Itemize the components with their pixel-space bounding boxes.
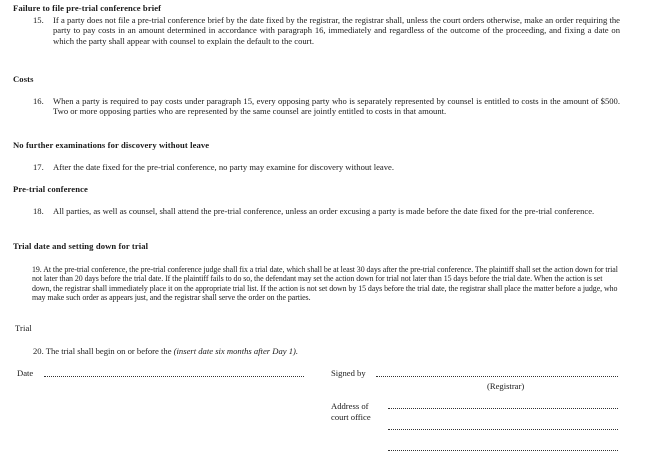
paragraph-number: 18. <box>33 206 44 216</box>
paragraph-text: The trial shall begin on or before the <box>45 346 172 356</box>
paragraph-18 <box>33 206 620 216</box>
paragraph-text: At the pre-trial conference, the pre-trial conference judge shall fix a trial date, which shall be at least 30 days after the pre-trial conference. The plaintiff shall set the action down for trial not later than 20 days before the trial date. If the plaintiff fails to do so, the defendant may set the action down for trial not later than 15 days before the trial date. When the action is set down, the registrar shall immediately place it on the appropriate trial list. If the action is not set down by 15 days before the trial date, the registrar shall place the matter before a judge, who may make such order as appears just, and the registrar shall serve the order on the parties. <box>32 265 618 303</box>
paragraph-19 <box>32 265 620 303</box>
paragraph-number: 17. <box>33 162 44 172</box>
address-label-line-2: court office <box>331 412 371 422</box>
paragraph-17 <box>33 162 620 172</box>
address-line-2 <box>388 429 618 430</box>
paragraph-text: If a party does not file a pre-trial conference brief by the date fixed by the registrar, the registrar shall, unless the court orders otherwise, make an order requiring the party to pay costs in an amount determined in accordance with paragraph 16, immediately and regardless of the outcome of the proceeding, and fixing a date on which the party shall appear with counsel to explain the default to the court. <box>53 15 620 46</box>
paragraph-number: 15. <box>33 15 44 25</box>
address-line-3 <box>388 450 618 451</box>
address-line-1 <box>388 408 618 409</box>
heading-failure-to-file-brief: Failure to file pre-trial conference brief <box>13 3 162 13</box>
paragraph-number: 20. <box>33 346 44 356</box>
heading-costs: Costs <box>13 74 34 84</box>
registrar-label: (Registrar) <box>487 381 525 391</box>
signed-by-label: Signed by <box>331 368 366 378</box>
heading-no-further-examinations: No further examinations for discovery without leave <box>13 140 210 150</box>
heading-trial: Trial <box>15 323 32 333</box>
date-label: Date <box>17 368 34 378</box>
paragraph-text: When a party is required to pay costs under paragraph 15, every opposing party who is separately represented by counsel is entitled to costs in the amount of $500. Two or more opposing parties who are represented by the same counsel are jointly entitled to costs in that amount. <box>53 96 620 117</box>
paragraph-20 <box>33 346 298 356</box>
paragraph-number: 16. <box>33 96 44 106</box>
heading-pre-trial-conference: Pre-trial conference <box>13 184 88 194</box>
paragraph-16 <box>33 96 620 117</box>
paragraph-15 <box>33 15 620 46</box>
signature-line <box>376 376 618 377</box>
paragraph-number: 19. <box>32 265 42 274</box>
paragraph-text: All parties, as well as counsel, shall attend the pre-trial conference, unless an order excusing a party is made before the date fixed for the pre-trial conference. <box>53 206 595 216</box>
heading-trial-date: Trial date and setting down for trial <box>13 241 149 251</box>
address-label-line-1: Address of <box>331 401 369 411</box>
insert-date-note: (insert date six months after Day 1). <box>173 346 299 356</box>
date-line <box>44 376 304 377</box>
paragraph-text: After the date fixed for the pre-trial conference, no party may examine for discovery without leave. <box>53 162 394 172</box>
